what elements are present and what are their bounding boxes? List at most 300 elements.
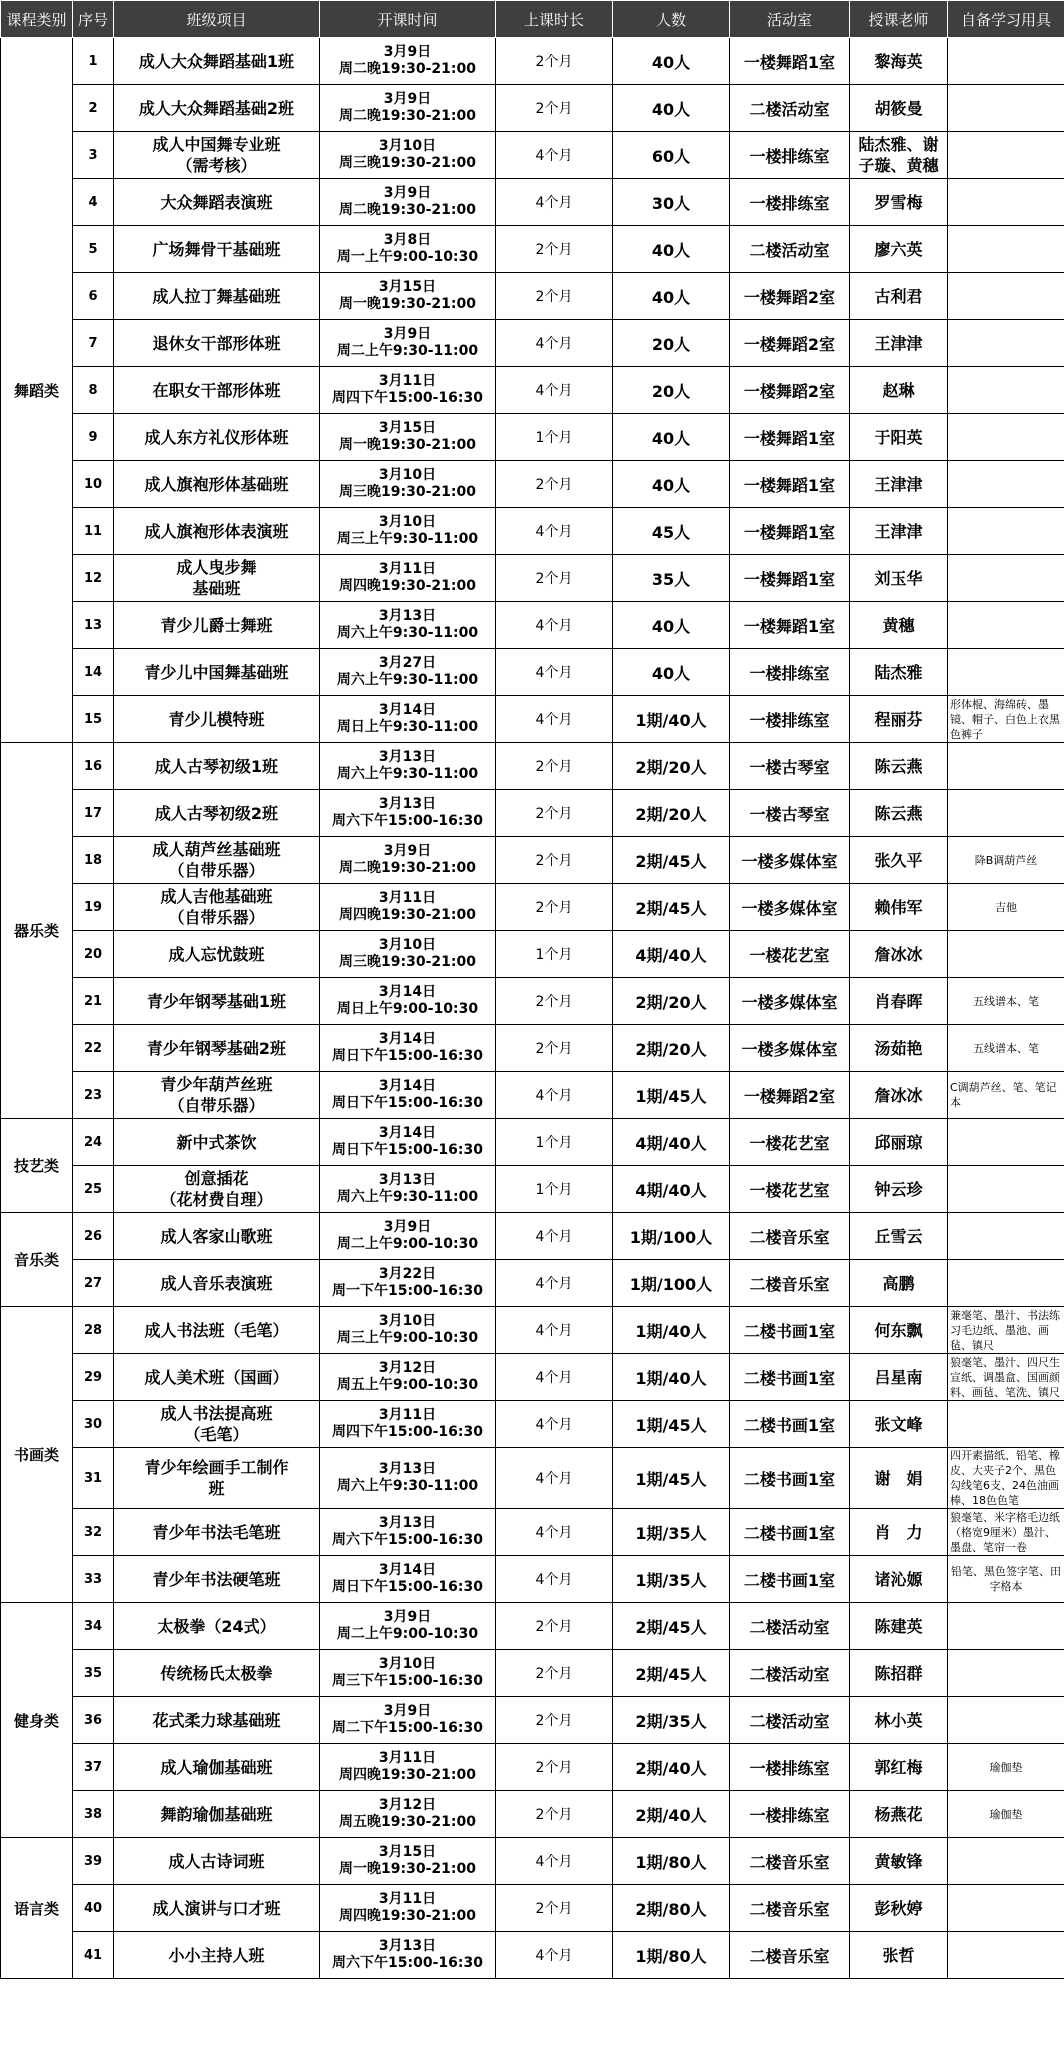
class-hours: 周一晚19:30-21:00 <box>339 1861 476 1877</box>
duration: 2个月 <box>496 837 613 884</box>
class-hours: 周三晚19:30-21:00 <box>339 954 476 970</box>
capacity: 1期/45人 <box>613 1072 730 1119</box>
start-time <box>320 1556 496 1603</box>
room: 一楼舞蹈1室 <box>730 461 850 508</box>
class-name-line: 创意插花 <box>184 1169 249 1188</box>
teacher <box>850 508 948 555</box>
tools <box>948 1603 1064 1650</box>
table-row <box>1 1838 1064 1885</box>
tools <box>948 1401 1064 1448</box>
class-name <box>114 1885 320 1932</box>
class-hours: 周六上午9:30-11:00 <box>336 1189 479 1205</box>
start-time <box>320 1603 496 1650</box>
room: 一楼多媒体室 <box>730 978 850 1025</box>
class-name <box>114 696 320 743</box>
tools <box>948 85 1064 132</box>
start-time <box>320 1650 496 1697</box>
teacher-line: 杨燕花 <box>874 1804 923 1824</box>
capacity: 40人 <box>613 414 730 461</box>
class-name-line: （毛笔） <box>184 1425 249 1444</box>
room: 一楼排练室 <box>730 179 850 226</box>
capacity: 2期/45人 <box>613 884 730 931</box>
start-date: 3月10日 <box>378 514 437 530</box>
start-time <box>320 461 496 508</box>
start-time <box>320 1401 496 1448</box>
row-number: 8 <box>73 367 114 414</box>
start-date: 3月13日 <box>378 1515 437 1531</box>
duration: 4个月 <box>496 1307 613 1354</box>
room: 二楼书画1室 <box>730 1509 850 1556</box>
class-name <box>114 884 320 931</box>
class-hours: 周四晚19:30-21:00 <box>339 907 476 923</box>
teacher-line: 谢 娟 <box>874 1468 923 1488</box>
tools: 兼毫笔、墨汁、书法练习毛边纸、墨池、画毡、镇尺 <box>948 1307 1064 1354</box>
capacity: 2期/45人 <box>613 837 730 884</box>
table-row <box>1 1885 1064 1932</box>
table-row <box>1 790 1064 837</box>
class-hours: 周三上午9:00-10:30 <box>336 1330 479 1346</box>
capacity: 1期/40人 <box>613 696 730 743</box>
class-hours: 周六上午9:30-11:00 <box>336 766 479 782</box>
start-time <box>320 931 496 978</box>
capacity: 60人 <box>613 132 730 179</box>
capacity: 45人 <box>613 508 730 555</box>
duration: 4个月 <box>496 1838 613 1885</box>
category-cell: 器乐类 <box>1 743 73 1119</box>
tools <box>948 743 1064 790</box>
class-name-line: 花式柔力球基础班 <box>152 1710 281 1730</box>
start-date: 3月10日 <box>378 467 437 483</box>
capacity: 40人 <box>613 602 730 649</box>
class-hours: 周二上午9:00-10:30 <box>336 1626 479 1642</box>
class-name-line: 成人客家山歌班 <box>160 1226 273 1246</box>
class-name <box>114 1119 320 1166</box>
class-hours: 周二晚19:30-21:00 <box>339 860 476 876</box>
table-row <box>1 179 1064 226</box>
teacher-line: 张哲 <box>882 1945 915 1965</box>
row-number: 32 <box>73 1509 114 1556</box>
class-hours: 周一晚19:30-21:00 <box>339 296 476 312</box>
room: 一楼舞蹈1室 <box>730 38 850 85</box>
category-cell: 健身类 <box>1 1603 73 1838</box>
teacher-line: 廖六英 <box>874 239 923 259</box>
capacity: 1期/80人 <box>613 1838 730 1885</box>
teacher <box>850 132 948 179</box>
room: 一楼多媒体室 <box>730 1025 850 1072</box>
teacher-line: 古利君 <box>874 286 923 306</box>
capacity: 40人 <box>613 273 730 320</box>
class-name-line: 成人美术班（国画） <box>144 1367 289 1387</box>
class-name-line: 成人大众舞蹈基础1班 <box>138 51 295 71</box>
start-date: 3月13日 <box>378 796 437 812</box>
capacity: 4期/40人 <box>613 931 730 978</box>
table-row <box>1 649 1064 696</box>
capacity: 20人 <box>613 367 730 414</box>
class-hours: 周六上午9:30-11:00 <box>336 672 479 688</box>
start-time <box>320 649 496 696</box>
class-hours: 周一上午9:00-10:30 <box>336 249 479 265</box>
start-time <box>320 884 496 931</box>
class-name-line: 基础班 <box>192 579 241 598</box>
duration: 1个月 <box>496 1166 613 1213</box>
class-name <box>114 1791 320 1838</box>
room: 一楼排练室 <box>730 649 850 696</box>
duration: 1个月 <box>496 414 613 461</box>
teacher <box>850 1307 948 1354</box>
tools: 狼毫笔、米字格毛边纸（格宽9厘米）墨汁、墨盘、笔帘一卷 <box>948 1509 1064 1556</box>
class-hours: 周四晚19:30-21:00 <box>339 578 476 594</box>
duration: 2个月 <box>496 1791 613 1838</box>
teacher-line: 肖春晖 <box>874 991 923 1011</box>
teacher <box>850 649 948 696</box>
table-row <box>1 1166 1064 1213</box>
teacher-line: 彭秋婷 <box>874 1898 923 1918</box>
table-row <box>1 1307 1064 1354</box>
room: 二楼书画1室 <box>730 1448 850 1509</box>
capacity: 2期/20人 <box>613 978 730 1025</box>
row-number: 16 <box>73 743 114 790</box>
duration: 2个月 <box>496 555 613 602</box>
row-number: 22 <box>73 1025 114 1072</box>
duration: 2个月 <box>496 978 613 1025</box>
start-time <box>320 743 496 790</box>
class-name-line: 青少年钢琴基础2班 <box>146 1038 287 1058</box>
teacher-line: 黄穗 <box>882 615 915 635</box>
row-number: 4 <box>73 179 114 226</box>
row-number: 40 <box>73 1885 114 1932</box>
room: 一楼多媒体室 <box>730 837 850 884</box>
class-hours: 周二下午15:00-16:30 <box>332 1720 483 1736</box>
duration: 1个月 <box>496 931 613 978</box>
duration: 2个月 <box>496 1885 613 1932</box>
class-hours: 周日上午9:30-11:00 <box>336 719 479 735</box>
category-cell: 音乐类 <box>1 1213 73 1307</box>
class-hours: 周二晚19:30-21:00 <box>339 108 476 124</box>
class-name <box>114 1744 320 1791</box>
teacher <box>850 696 948 743</box>
start-date: 3月11日 <box>378 1407 437 1423</box>
class-name <box>114 226 320 273</box>
row-number: 35 <box>73 1650 114 1697</box>
duration: 2个月 <box>496 461 613 508</box>
teacher <box>850 1025 948 1072</box>
class-name-line: 青少儿中国舞基础班 <box>144 662 289 682</box>
teacher <box>850 320 948 367</box>
teacher <box>850 1885 948 1932</box>
room: 一楼排练室 <box>730 1791 850 1838</box>
row-number: 28 <box>73 1307 114 1354</box>
duration: 2个月 <box>496 1025 613 1072</box>
room: 一楼花艺室 <box>730 931 850 978</box>
class-name-line: 退休女干部形体班 <box>152 333 281 353</box>
start-time <box>320 1791 496 1838</box>
capacity: 4期/40人 <box>613 1166 730 1213</box>
start-time <box>320 1885 496 1932</box>
teacher <box>850 837 948 884</box>
class-name-line: 成人瑜伽基础班 <box>160 1757 273 1777</box>
start-date: 3月9日 <box>383 326 432 342</box>
class-name-line: （自带乐器） <box>168 861 265 880</box>
table-row <box>1 1448 1064 1509</box>
teacher <box>850 1119 948 1166</box>
table-row <box>1 1025 1064 1072</box>
teacher-line: 子璇、黄穗 <box>858 156 939 175</box>
tools: 狼毫笔、墨汁、四尺生宣纸、调墨盒、国画颜料、画毡、笔洗、镇尺 <box>948 1354 1064 1401</box>
teacher <box>850 1603 948 1650</box>
class-name-line: 青少儿模特班 <box>168 709 265 729</box>
start-date: 3月14日 <box>378 984 437 1000</box>
room: 一楼舞蹈1室 <box>730 508 850 555</box>
start-date: 3月9日 <box>383 91 432 107</box>
class-name <box>114 1213 320 1260</box>
tools: 形体棍、海绵砖、墨镜、帽子、白色上衣黑色裤子 <box>948 696 1064 743</box>
duration: 2个月 <box>496 1697 613 1744</box>
room: 一楼舞蹈2室 <box>730 367 850 414</box>
start-time <box>320 1307 496 1354</box>
header-start-time: 开课时间 <box>320 1 496 38</box>
room: 二楼音乐室 <box>730 1838 850 1885</box>
class-name-line: 舞韵瑜伽基础班 <box>160 1804 273 1824</box>
class-name-line: 成人古诗词班 <box>168 1851 265 1871</box>
duration: 4个月 <box>496 1072 613 1119</box>
class-name-line: 新中式茶饮 <box>176 1132 257 1152</box>
class-name-line: 成人书法班（毛笔） <box>144 1320 289 1340</box>
table-row <box>1 1401 1064 1448</box>
capacity: 2期/35人 <box>613 1697 730 1744</box>
table-row <box>1 1354 1064 1401</box>
class-name-line: 成人古琴初级2班 <box>154 803 279 823</box>
class-hours: 周六上午9:30-11:00 <box>336 1478 479 1494</box>
teacher <box>850 1401 948 1448</box>
tools <box>948 1213 1064 1260</box>
class-hours: 周二晚19:30-21:00 <box>339 61 476 77</box>
duration: 4个月 <box>496 1213 613 1260</box>
room: 一楼舞蹈1室 <box>730 602 850 649</box>
tools <box>948 320 1064 367</box>
header-duration: 上课时长 <box>496 1 613 38</box>
class-name <box>114 790 320 837</box>
row-number: 2 <box>73 85 114 132</box>
header-tools: 自备学习用具 <box>948 1 1064 38</box>
row-number: 1 <box>73 38 114 85</box>
class-name-line: 成人大众舞蹈基础2班 <box>138 98 295 118</box>
class-name <box>114 1556 320 1603</box>
start-time <box>320 1509 496 1556</box>
teacher <box>850 1509 948 1556</box>
capacity: 2期/40人 <box>613 1744 730 1791</box>
room: 一楼排练室 <box>730 1744 850 1791</box>
teacher-line: 郭红梅 <box>874 1757 923 1777</box>
row-number: 39 <box>73 1838 114 1885</box>
row-number: 5 <box>73 226 114 273</box>
tools <box>948 1119 1064 1166</box>
table-row <box>1 414 1064 461</box>
class-hours: 周日下午15:00-16:30 <box>332 1142 483 1158</box>
row-number: 20 <box>73 931 114 978</box>
start-time <box>320 1072 496 1119</box>
start-time <box>320 978 496 1025</box>
room: 二楼书画1室 <box>730 1401 850 1448</box>
table-row <box>1 743 1064 790</box>
teacher <box>850 1448 948 1509</box>
row-number: 37 <box>73 1744 114 1791</box>
row-number: 41 <box>73 1932 114 1979</box>
row-number: 31 <box>73 1448 114 1509</box>
start-date: 3月11日 <box>378 1750 437 1766</box>
class-name <box>114 179 320 226</box>
class-hours: 周三上午9:30-11:00 <box>336 531 479 547</box>
teacher <box>850 1556 948 1603</box>
teacher-line: 林小英 <box>874 1710 923 1730</box>
duration: 4个月 <box>496 1401 613 1448</box>
class-name-line: （自带乐器） <box>168 908 265 927</box>
capacity: 20人 <box>613 320 730 367</box>
class-name <box>114 132 320 179</box>
row-number: 23 <box>73 1072 114 1119</box>
start-date: 3月12日 <box>378 1797 437 1813</box>
table-row <box>1 931 1064 978</box>
header-teacher: 授课老师 <box>850 1 948 38</box>
teacher-line: 詹冰冰 <box>874 1085 923 1105</box>
table-row <box>1 1509 1064 1556</box>
duration: 2个月 <box>496 226 613 273</box>
class-name-line: 传统杨氏太极拳 <box>160 1663 273 1683</box>
teacher-line: 陆杰雅 <box>874 662 923 682</box>
tools <box>948 555 1064 602</box>
tools <box>948 1697 1064 1744</box>
start-date: 3月11日 <box>378 561 437 577</box>
class-name <box>114 837 320 884</box>
room: 一楼舞蹈2室 <box>730 273 850 320</box>
row-number: 19 <box>73 884 114 931</box>
teacher-line: 胡筱曼 <box>874 98 923 118</box>
room: 一楼排练室 <box>730 696 850 743</box>
tools: 降B调葫芦丝 <box>948 837 1064 884</box>
class-name <box>114 38 320 85</box>
row-number: 30 <box>73 1401 114 1448</box>
class-name-line: 成人旗袍形体基础班 <box>144 474 289 494</box>
teacher <box>850 38 948 85</box>
room: 二楼活动室 <box>730 1697 850 1744</box>
class-name-line: （自带乐器） <box>168 1096 265 1115</box>
tools <box>948 1166 1064 1213</box>
capacity: 40人 <box>613 85 730 132</box>
row-number: 15 <box>73 696 114 743</box>
start-date: 3月11日 <box>378 1891 437 1907</box>
header-capacity: 人数 <box>613 1 730 38</box>
row-number: 38 <box>73 1791 114 1838</box>
room: 一楼舞蹈2室 <box>730 1072 850 1119</box>
table-row <box>1 1260 1064 1307</box>
duration: 1个月 <box>496 1119 613 1166</box>
row-number: 17 <box>73 790 114 837</box>
table-row <box>1 1213 1064 1260</box>
duration: 4个月 <box>496 1509 613 1556</box>
class-hours: 周日上午9:00-10:30 <box>336 1001 479 1017</box>
teacher <box>850 884 948 931</box>
row-number: 18 <box>73 837 114 884</box>
class-name <box>114 931 320 978</box>
start-time <box>320 1260 496 1307</box>
class-name-line: 大众舞蹈表演班 <box>160 192 273 212</box>
duration: 2个月 <box>496 1603 613 1650</box>
teacher-line: 赵琳 <box>882 380 915 400</box>
class-name <box>114 85 320 132</box>
class-hours: 周日下午15:00-16:30 <box>332 1095 483 1111</box>
class-name <box>114 555 320 602</box>
table-row <box>1 320 1064 367</box>
class-hours: 周日下午15:00-16:30 <box>332 1579 483 1595</box>
start-date: 3月12日 <box>378 1360 437 1376</box>
course-rows <box>1 38 1064 1979</box>
tools: 四开素描纸、铅笔、橡皮、大夹子2个、黑色勾线笔6支、24色油画棒、18色色笔 <box>948 1448 1064 1509</box>
class-name-line: 成人葫芦丝基础班 <box>152 840 281 859</box>
category-cell: 语言类 <box>1 1838 73 1979</box>
teacher-line: 刘玉华 <box>874 568 923 588</box>
teacher-line: 王津津 <box>874 474 923 494</box>
start-date: 3月10日 <box>378 1313 437 1329</box>
teacher <box>850 1260 948 1307</box>
tools <box>948 179 1064 226</box>
start-date: 3月9日 <box>383 1219 432 1235</box>
room: 二楼活动室 <box>730 1650 850 1697</box>
table-row <box>1 1556 1064 1603</box>
teacher <box>850 273 948 320</box>
room: 二楼书画1室 <box>730 1307 850 1354</box>
teacher <box>850 226 948 273</box>
tools <box>948 226 1064 273</box>
teacher-line: 王津津 <box>874 521 923 541</box>
duration: 4个月 <box>496 696 613 743</box>
duration: 2个月 <box>496 790 613 837</box>
duration: 2个月 <box>496 85 613 132</box>
tools <box>948 132 1064 179</box>
start-date: 3月8日 <box>383 232 432 248</box>
start-date: 3月15日 <box>378 279 437 295</box>
teacher <box>850 414 948 461</box>
class-name-line: 广场舞骨干基础班 <box>152 239 281 259</box>
tools <box>948 367 1064 414</box>
tools: 吉他 <box>948 884 1064 931</box>
room: 二楼活动室 <box>730 85 850 132</box>
start-date: 3月9日 <box>383 44 432 60</box>
table-row <box>1 38 1064 85</box>
class-name-line: （需考核） <box>176 156 257 175</box>
teacher <box>850 179 948 226</box>
class-name-line: 成人音乐表演班 <box>160 1273 273 1293</box>
start-date: 3月14日 <box>378 1078 437 1094</box>
class-name <box>114 743 320 790</box>
capacity: 1期/100人 <box>613 1260 730 1307</box>
start-time <box>320 179 496 226</box>
table-row <box>1 226 1064 273</box>
teacher <box>850 1791 948 1838</box>
capacity: 2期/45人 <box>613 1650 730 1697</box>
teacher-line: 高鹏 <box>882 1273 915 1293</box>
class-name <box>114 1401 320 1448</box>
start-time <box>320 226 496 273</box>
class-name-line: 成人东方礼仪形体班 <box>144 427 289 447</box>
tools <box>948 508 1064 555</box>
capacity: 1期/40人 <box>613 1354 730 1401</box>
room: 一楼舞蹈1室 <box>730 414 850 461</box>
duration: 4个月 <box>496 1260 613 1307</box>
start-date: 3月9日 <box>383 185 432 201</box>
start-date: 3月9日 <box>383 1609 432 1625</box>
duration: 2个月 <box>496 38 613 85</box>
class-hours: 周三下午15:00-16:30 <box>332 1673 483 1689</box>
capacity: 2期/20人 <box>613 790 730 837</box>
